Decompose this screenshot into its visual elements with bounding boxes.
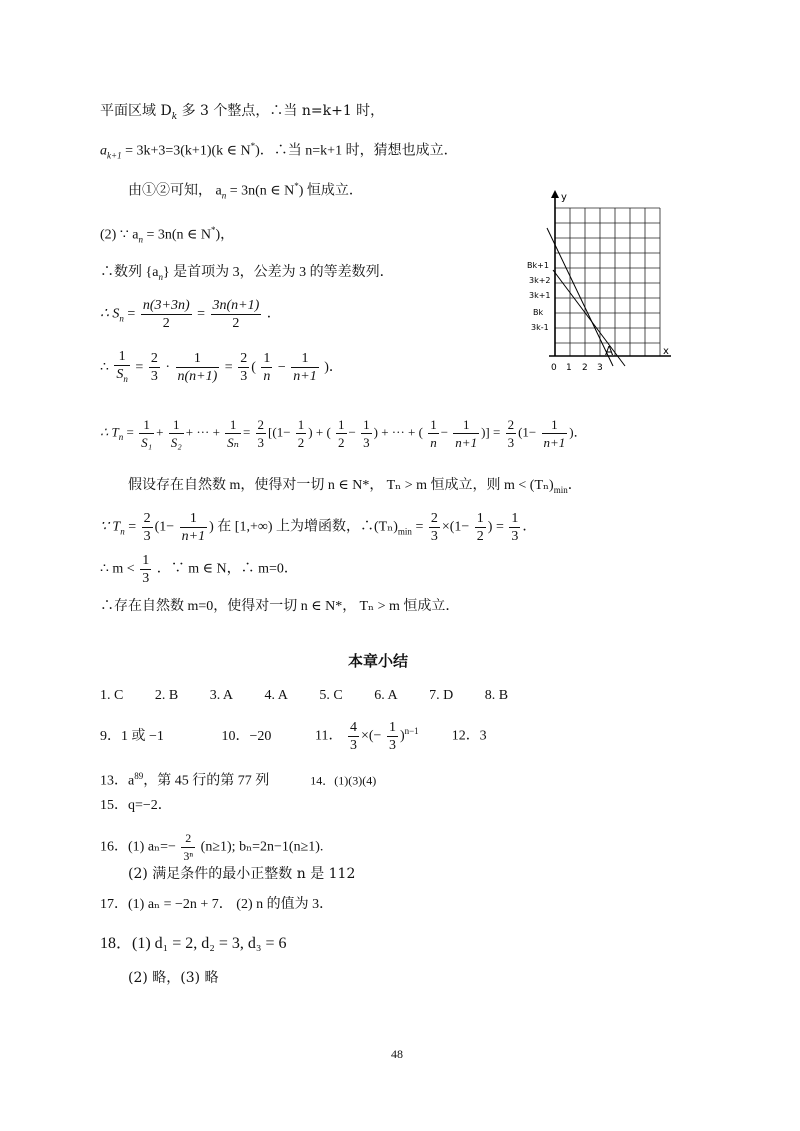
proof-line-8-tn: ∴ $T_n$ = $\frac{1}{\text{S₁}}$ + $\frac{1}{\text{S₂}}$ + ··· + $\frac{1}{\text{Sₙ}}$ = $\frac{2}{3}$ [(1− $\frac{1}{2}$ ) + ( $\frac{1}{2}$ − $\frac{1}{3}$ ) + ··· + ( $\frac{1}{n}$ − $\frac{1}{n+1}$ )] = $\frac{2}{3}$ (1− $\frac{1}{n+1}$ )． bbox=[100, 417, 587, 450]
answers-row-2: 9．1 或 −1 10．−20 11． $\frac{4}{3}$ ×(− $\frac{1}{3}$ )$^{n-1}$ 12．3 bbox=[100, 720, 487, 753]
page-number: 48 bbox=[391, 1047, 403, 1061]
answer-18-1: 18．(1) d₁ = 2, d₂ = 3, d₃ = 6 bbox=[100, 935, 287, 952]
answer-15: 15．q=−2． bbox=[100, 798, 172, 813]
x-tick-1: 1 bbox=[566, 363, 572, 373]
label-3k1: 3k+1 bbox=[529, 291, 551, 300]
proof-line-12-conclusion: ∴存在自然数 m=0，使得对一切 n ∈ N*， Tₙ > m 恒成立． bbox=[100, 599, 460, 614]
y-axis-arrow bbox=[551, 190, 559, 198]
answer-17: 17．(1) aₙ = −2n + 7． (2) n 的值为 3． bbox=[100, 897, 334, 912]
line-upper bbox=[547, 228, 613, 366]
proof-line-11-m: ∴ m < $\frac{1}{3}$ ．∵ m ∈ N，∴ m=0． bbox=[100, 553, 298, 586]
answers-row-1: 1. C 2. B 3. A 4. A 5. C 6. A 7. D 8. B bbox=[100, 688, 509, 703]
answer-18-2: (2) 略，(3) 略 bbox=[128, 970, 219, 986]
x-tick-3: 3 bbox=[597, 363, 603, 373]
point-a-label: A bbox=[605, 344, 614, 358]
proof-line-9-assume: 假设存在自然数 m，使得对一切 n ∈ N*， Tₙ > m 恒成立，则 $m < (T_n)_{min}$． bbox=[128, 478, 582, 495]
proof-line-1: 平面区域 $D_k$ 多 3 个整点，∴当 n=k+1 时， bbox=[100, 103, 385, 122]
label-b-k1: Bk+1 bbox=[527, 261, 549, 270]
x-tick-2: 2 bbox=[582, 363, 588, 373]
answer-16-1: 16．(1) aₙ=− $\frac{2}{\text{3ⁿ}}$ (n≥1); bₙ=2n−1(n≥1). bbox=[100, 831, 324, 863]
x-tick-0: 0 bbox=[551, 363, 557, 373]
label-b-k: Bk bbox=[533, 308, 544, 317]
grid-figure bbox=[525, 188, 675, 378]
answer-16-2: (2) 满足条件的最小正整数 n 是 112 bbox=[128, 866, 356, 882]
section-title: 本章小结 bbox=[348, 652, 409, 670]
grid-lines bbox=[555, 208, 660, 356]
proof-line-5: ∴数列 $\{a_n\}$ 是首项为 3，公差为 3 的等差数列． bbox=[100, 265, 394, 282]
proof-line-2: $a_{k+1} = 3k+3=3(k+1)(k$ ∈ N*)．∴当 n=k+1 时，猜想也成立． bbox=[100, 141, 458, 161]
axis-x-label: x bbox=[663, 346, 669, 357]
label-3k-1: 3k-1 bbox=[531, 323, 549, 332]
proof-line-10-increasing: ∵ $T_n$ = $\frac{2}{3}$ (1− $\frac{1}{n+1}$ ) 在 [1,+∞) 上为增函数，$\therefore(T_n)_{min}$ = $\frac{2}{3}$ ×(1− $\frac{1}{2}$ ) = $\frac{1}{3}$ ． bbox=[100, 511, 537, 544]
proof-line-3: 由①②可知， $a_n = 3n(n$ ∈ N*) 恒成立． bbox=[128, 181, 363, 201]
proof-line-7-reciprocal: ∴ $\frac{1}{S_n}$ = $\frac{2}{3}$ · $\frac{1}{n(n+1)}$ = $\frac{2}{3}$ ( $\frac{1}{n}$ − $\frac{1}{n+1}$ )． bbox=[100, 349, 343, 385]
line-lower bbox=[553, 270, 625, 366]
proof-line-4: (2) ∵ $a_n = 3n(n$ ∈ N*)， bbox=[100, 225, 235, 245]
answers-row-3: 13．$a^{89}$，第 45 行的第 77 列 14．(1)(3)(4) bbox=[100, 771, 377, 789]
label-3k2: 3k+2 bbox=[529, 276, 551, 285]
axis-y-label: y bbox=[561, 192, 567, 203]
proof-line-6-sn: ∴ $S_n$ = $\frac{n(3+3n)}{2}$ = $\frac{3n(n+1)}{2}$ ． bbox=[100, 298, 281, 331]
